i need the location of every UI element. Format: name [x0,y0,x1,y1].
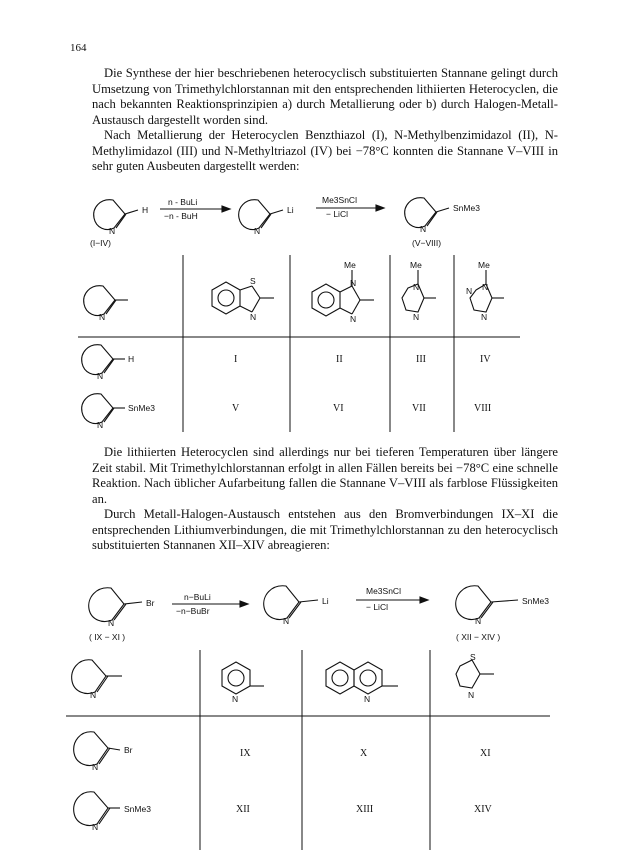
n-methylbenzimidazole-structure [312,260,374,324]
reagent-label: − LiCl [366,602,388,612]
reagent-label: Me3SnCl [366,586,401,596]
header-generic-heterocycle [72,660,122,700]
n-atom-label: N [254,226,261,236]
range-label-right: (V−VIII) [412,238,442,248]
n-atom-label: N [475,616,482,626]
compound-number: I [234,354,238,365]
reagent-label: −n - BuH [164,211,198,221]
compound-number: XI [480,748,491,759]
compound-number: II [336,354,343,365]
n-atom-label: N [232,694,239,704]
h-label: H [128,354,135,364]
n-atom-label: N [350,314,357,324]
range-label-right: ( XII − XIV ) [456,632,501,642]
s-atom-label: S [470,652,476,662]
n-atom-label: N [413,312,420,322]
n-atom-label: N [420,224,427,234]
bromo-heterocycle-reactant [89,588,155,642]
paragraph-text: Die Synthese der hier beschriebenen heterocyclisch substituierten Stannane gelingt durch Umsetzung von Trimethylchlorstannan mit den entsprechenden lithiierten Heterocyclen, die nach bekannten Reaktionsprinzipien a) durch Metallierung oder b) durch Halogen-Metall-Austausch dargestellt worden sind. [92,66,558,127]
page-number: 164 [70,42,87,54]
compound-number: V [232,403,240,414]
lithiated-heterocycle [239,200,294,236]
reaction-arrow-2 [316,195,384,219]
n-atom-label: N [97,371,104,381]
me-label: Me [344,260,356,270]
reagent-label: Me3SnCl [322,195,357,205]
h-label: H [142,205,149,215]
compound-number: VII [412,403,426,414]
n-atom-label: N [99,312,106,322]
reagent-label: n - BuLi [168,197,198,207]
li-label: Li [322,596,329,606]
li-label: Li [287,205,294,215]
n-atom-label: N [283,616,290,626]
scheme-1 [78,195,520,432]
snme3-label: SnMe3 [124,804,151,814]
reaction-arrow-3 [172,592,248,616]
compound-number: VIII [474,403,492,414]
me-label: Me [478,260,490,270]
n-atom-label: N [364,694,371,704]
snme3-label: SnMe3 [128,403,155,413]
stannane-product [456,586,549,642]
header-generic-heterocycle [84,286,128,322]
quinoline-structure [326,662,398,704]
lithiated-heterocycle [264,586,329,626]
n-atom-label: N [90,690,97,700]
compound-number: III [416,354,426,365]
thiazole-structure [456,652,494,700]
paragraph-text: Nach Metallierung der Heterocyclen Benzthiazol (I), N-Methylbenzimidazol (II), N-Methylimidazol (III) und N-Methyltriazol (IV) bei −78°C konnten die Stannane V–VIII in sehr guten Ausbeuten dargestellt werden: [92,128,558,173]
n-methyltriazole-structure [466,260,504,322]
generic-heterocycle-reactant [90,200,148,248]
reaction-arrow-4 [356,586,428,612]
paragraph-text: Die lithiierten Heterocyclen sind allerdings nur bei tieferen Temperaturen über längere Zeit stabil. Mit Trimethylchlorstannan erfolgt in allen Fällen bereits bei −78°C eine schnelle Reaktion. Nach üblicher Aufarbeitung fallen die Stannane V–VIII als farblose Flüssigkeiten an. [92,445,558,506]
table-1-row-snme3 [82,394,492,430]
n-atom-label: N [413,282,420,292]
n-atom-label: N [466,286,473,296]
benzothiazole-structure [212,276,274,322]
table-2-grid [66,650,550,850]
n-atom-label: N [108,618,115,628]
range-label-left: ( IX − XI ) [89,632,126,642]
stannane-product [405,198,481,248]
n-atom-label: N [109,226,116,236]
n-atom-label: N [350,278,357,288]
reaction-arrow-1 [160,197,230,221]
n-atom-label: N [92,822,99,832]
compound-number: XII [236,804,250,815]
n-methylimidazole-structure [402,260,436,322]
compound-number: X [360,748,368,759]
n-atom-label: N [92,762,99,772]
compound-number: XIV [474,804,492,815]
n-atom-label: N [482,282,489,292]
table-2-row-br [74,732,491,772]
paragraph-text: Durch Metall-Halogen-Austausch entstehen aus den Bromverbindungen IX–XI die entsprechenden Lithiumverbindungen, die mit Trimethylchlorstannan zu den heterocyclisch substituierten Stannanen XII–XIV abreagieren: [92,507,558,552]
compound-number: IX [240,748,251,759]
pyridine-structure [222,662,264,704]
me-label: Me [410,260,422,270]
br-label: Br [146,598,155,608]
compound-number: XIII [356,804,374,815]
reagent-label: −n−BuBr [176,606,210,616]
reagent-label: − LiCl [326,209,348,219]
n-atom-label: N [481,312,488,322]
range-label-left: (I−IV) [90,238,112,248]
n-atom-label: N [468,690,475,700]
compound-number: VI [333,403,344,414]
snme3-label: SnMe3 [522,596,549,606]
reagent-label: n−BuLi [184,592,211,602]
compound-number: IV [480,354,491,365]
n-atom-label: N [250,312,257,322]
table-1-row-h [82,345,492,381]
scheme-2 [66,586,550,850]
snme3-label: SnMe3 [453,203,480,213]
n-atom-label: N [97,420,104,430]
br-label: Br [124,745,133,755]
s-atom-label: S [250,276,256,286]
